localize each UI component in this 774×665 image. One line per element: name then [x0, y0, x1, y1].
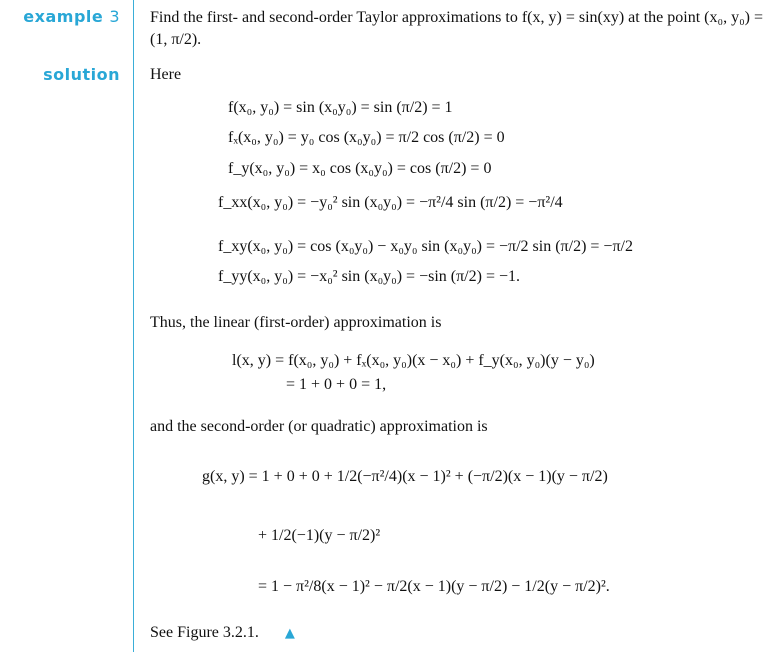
margin-rule: [133, 0, 134, 652]
example-label: [0, 7, 120, 26]
derivative-line-6: f_yy(x₀, y₀) = −x₀² sin (x₀y₀) = −sin (π/2) = −1.: [218, 268, 520, 285]
quadratic-line-3: = 1 − π²/8(x − 1)² − π/2(x − 1)(y − π/2) − 1/2(y − π/2)².: [258, 578, 610, 595]
here-text: Here: [150, 66, 182, 83]
linear-approx-line-2: = 1 + 0 + 0 = 1,: [286, 376, 387, 393]
derivative-line-4: f_xx(x₀, y₀) = −y₀² sin (x₀y₀) = −π²/4 sin (π/2) = −π²/4: [218, 194, 563, 211]
example-word: example: [23, 7, 104, 26]
thus-text: Thus, the linear (first-order) approximation is: [150, 314, 442, 331]
quadratic-line-2: + 1/2(−1)(y − π/2)²: [258, 527, 381, 544]
solution-label: solution: [43, 65, 120, 84]
linear-approx-line-1: l(x, y) = f(x₀, y₀) + fₓ(x₀, y₀)(x − x₀) + f_y(x₀, y₀)(y − y₀): [232, 352, 595, 369]
derivative-line-5: f_xy(x₀, y₀) = cos (x₀y₀) − x₀y₀ sin (x₀y₀) = −π/2 sin (π/2) = −π/2: [218, 238, 633, 255]
derivative-line-3: f_y(x₀, y₀) = x₀ cos (x₀y₀) = cos (π/2) = 0: [228, 160, 492, 177]
second-order-text: and the second-order (or quadratic) approximation is: [150, 418, 488, 435]
example-number: 3: [109, 7, 120, 26]
derivative-line-1: f(x₀, y₀) = sin (x₀y₀) = sin (π/2) = 1: [228, 99, 453, 116]
quadratic-line-1: g(x, y) = 1 + 0 + 0 + 1/2(−π²/4)(x − 1)² + (−π/2)(x − 1)(y − π/2): [202, 468, 608, 485]
end-of-example-triangle-icon: ▲: [284, 626, 295, 641]
see-figure-line: [150, 622, 295, 645]
problem-statement: Find the first- and second-order Taylor approximations to f(x, y) = sin(xy) at the point (x₀, y₀) = (1, π/2).: [150, 9, 763, 48]
derivative-line-2: fₓ(x₀, y₀) = y₀ cos (x₀y₀) = π/2 cos (π/2) = 0: [228, 129, 505, 146]
see-figure-text: See Figure 3.2.1.: [150, 624, 259, 641]
